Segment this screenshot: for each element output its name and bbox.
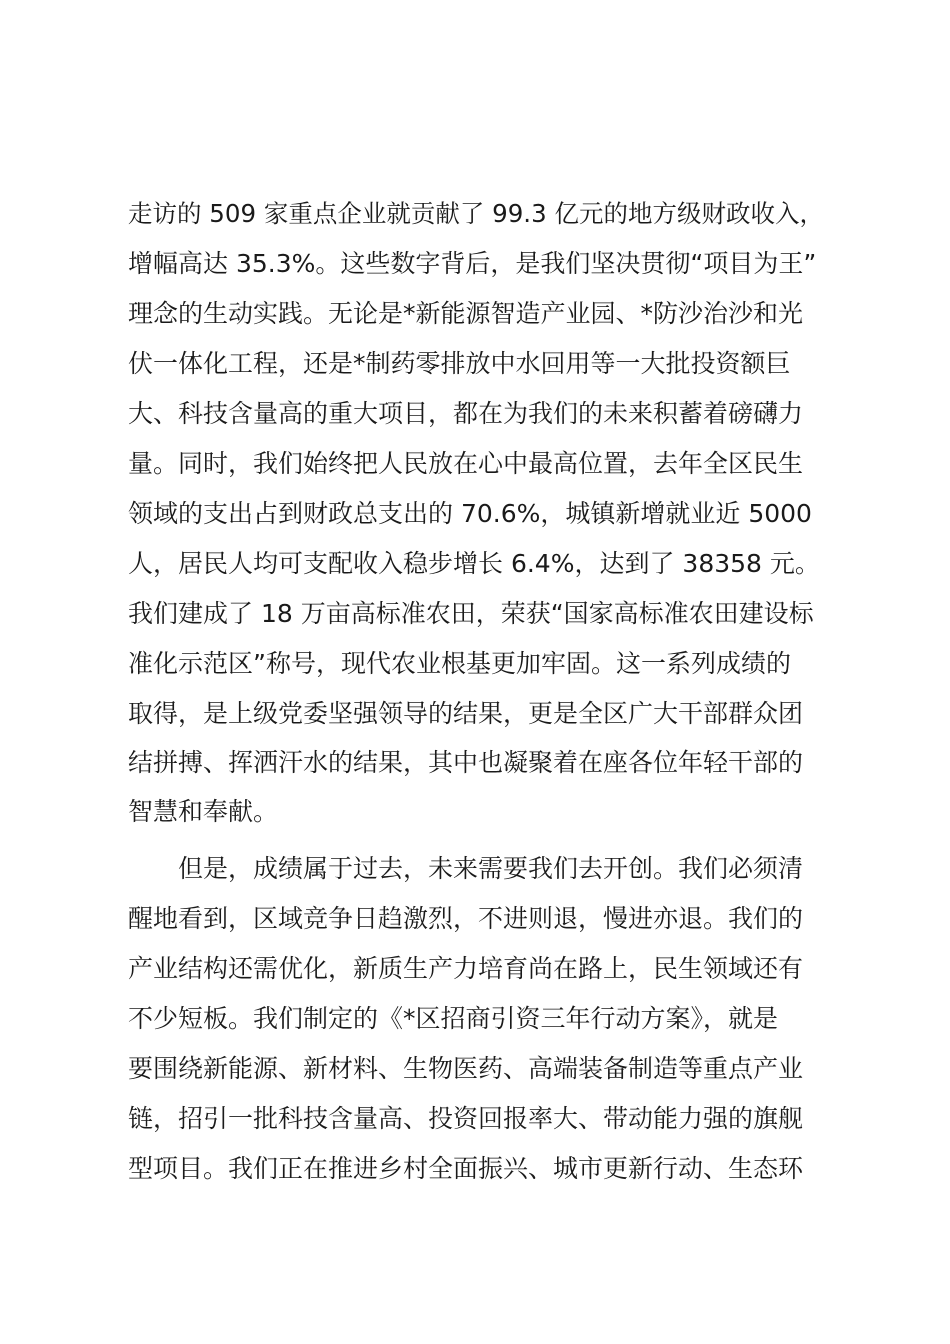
paragraph-1-line: 伏一体化工程，还是*制药零排放中水回用等一大批投资额巨 xyxy=(128,349,791,378)
paragraph-2-line: 型项目。我们正在推进乡村全面振兴、城市更新行动、生态环 xyxy=(128,1154,804,1183)
paragraph-1-line: 结拼搏、挥洒汗水的结果，其中也凝聚着在座各位年轻干部的 xyxy=(128,748,804,777)
paragraph-1-line: 人，居民人均可支配收入稳步增长 6.4%，达到了 38358 元。 xyxy=(128,549,820,578)
paragraph-1-line: 准化示范区”称号，现代农业根基更加牢固。这一系列成绩的 xyxy=(128,649,791,678)
paragraph-2-line: 要围绕新能源、新材料、生物医药、高端装备制造等重点产业 xyxy=(128,1054,804,1083)
paragraph-1-line: 领域的支出占到财政总支出的 70.6%，城镇新增就业近 5000 xyxy=(128,499,812,528)
paragraph-1-line: 智慧和奉献。 xyxy=(128,797,279,826)
paragraph-2-line: 产业结构还需优化，新质生产力培育尚在路上，民生领域还有 xyxy=(128,954,804,983)
paragraph-1-line: 我们建成了 18 万亩高标准农田，荣获“国家高标准农田建设标 xyxy=(128,599,814,628)
paragraph-2-line: 醒地看到，区域竞争日趋激烈，不进则退，慢进亦退。我们的 xyxy=(128,904,804,933)
paragraph-1-line: 走访的 509 家重点企业就贡献了 99.3 亿元的地方级财政收入， xyxy=(128,199,824,228)
paragraph-1-line: 理念的生动实践。无论是*新能源智造产业园、*防沙治沙和光 xyxy=(128,299,804,328)
paragraph-2-line: 不少短板。我们制定的《*区招商引资三年行动方案》，就是 xyxy=(128,1004,779,1033)
paragraph-1-line: 增幅高达 35.3%。这些数字背后，是我们坚决贯彻“项目为王” xyxy=(128,249,817,278)
paragraph-2-line: 链，招引一批科技含量高、投资回报率大、带动能力强的旗舰 xyxy=(128,1104,804,1133)
paragraph-1-line: 量。同时，我们始终把人民放在心中最高位置，去年全区民生 xyxy=(128,449,804,478)
paragraph-1-line: 大、科技含量高的重大项目，都在为我们的未来积蓄着磅礴力 xyxy=(128,399,804,428)
paragraph-1-line: 取得，是上级党委坚强领导的结果，更是全区广大干部群众团 xyxy=(128,699,804,728)
paragraph-2-line: 但是，成绩属于过去，未来需要我们去开创。我们必须清 xyxy=(178,854,804,883)
